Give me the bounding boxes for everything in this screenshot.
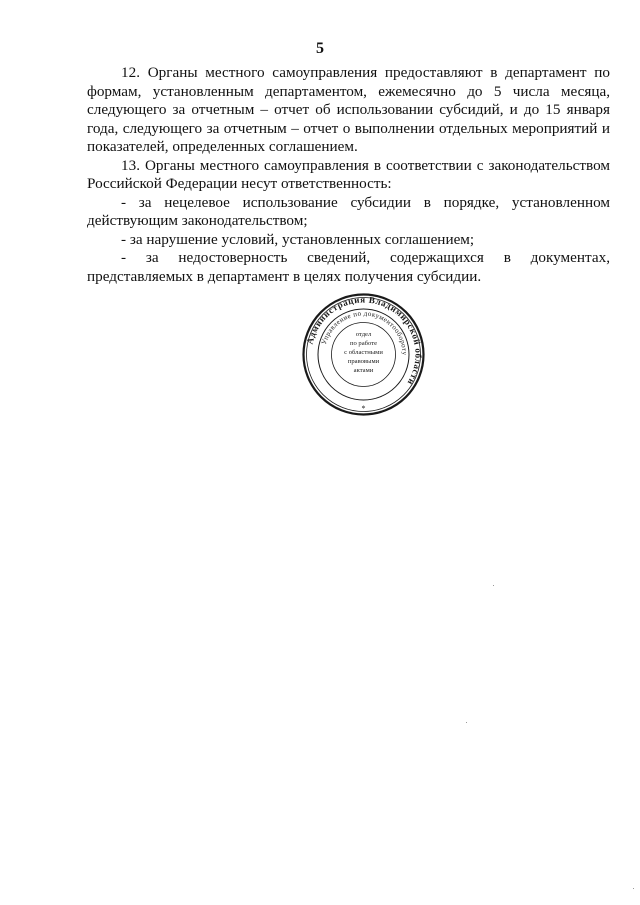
- seal-center-line: актами: [353, 367, 374, 374]
- seal-inner-text: Управление по документообороту: [319, 309, 409, 356]
- page-number: 5: [316, 40, 324, 57]
- seal-center-line: отдел: [355, 331, 372, 338]
- list-item-inaccuracy: - за недостоверность сведений, содержащихся в документах, представляемых в департамент в целях получения субсидии.: [87, 249, 610, 285]
- document-body: [87, 64, 610, 286]
- seal-center-line: правовыми: [347, 358, 380, 365]
- official-seal: [301, 292, 426, 417]
- list-item-misuse: - за нецелевое использование субсидии в порядке, установленном действующим законодательством;: [87, 193, 610, 229]
- scan-speck: [466, 722, 467, 723]
- seal-star-icon: *: [361, 404, 366, 413]
- scan-speck: [633, 888, 634, 889]
- seal-center-line: по работе: [349, 340, 378, 347]
- seal-center-line: с областными: [344, 349, 383, 356]
- paragraph-12: 12. Органы местного самоуправления предоставляют в департамент по формам, установленным департаментом, ежемесячно до 5 числа месяца, следующего за отчетным – отчет об использовании субсидий, и до 15 января года, следующего за отчетным – отчет о выполнении отдельных мероприятий и показателей, определенных соглашением.: [87, 64, 610, 155]
- seal-outer-text: Администрация Владимирской области: [304, 294, 424, 388]
- scan-speck: [493, 585, 494, 586]
- paragraph-13: 13. Органы местного самоуправления в соответствии с законодательством Российской Федерации несут ответственность:: [87, 156, 610, 192]
- list-item-violation: - за нарушение условий, установленных соглашением;: [121, 230, 475, 248]
